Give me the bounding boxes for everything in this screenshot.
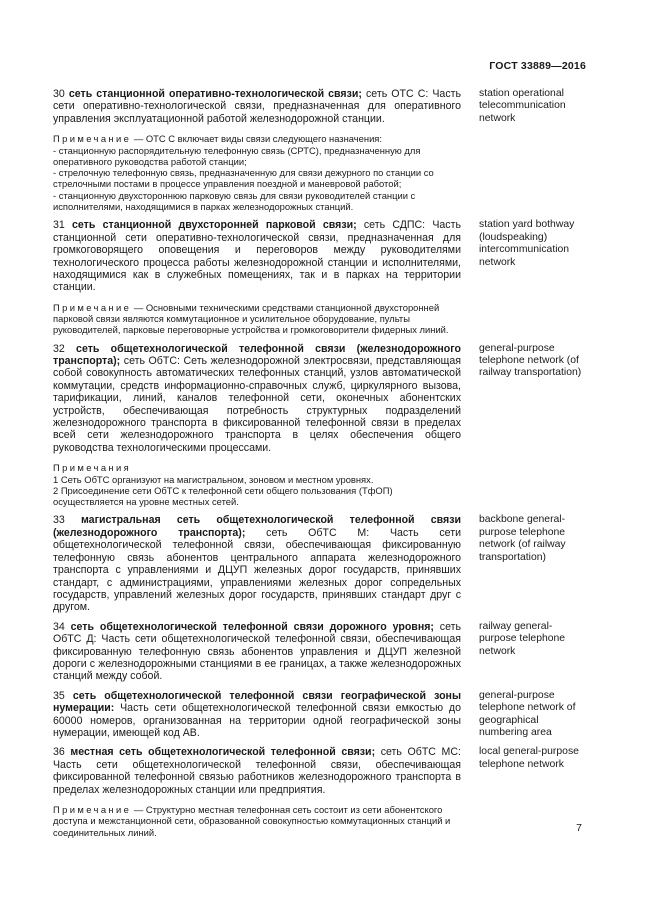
- note-item: - станционную распорядительную телефонную связь (СРТС), предназначенную для оперативного руководства работой станции;: [53, 144, 421, 167]
- note-label: Примечание: [53, 301, 132, 313]
- term-english: station yard bothway (loudspeaking) intercommunication network: [479, 219, 575, 268]
- term-text: сеть СДПС: Часть станционной сети оперативно-технологической связи, предназначенная для громкоговорящего оповещения и переговоров между руководителями технологического процесса работы железнодорожной станции и исполнителями, находящимися как в служебных помещениях, так и в парках на территории станции.: [53, 219, 461, 294]
- term-entry: [53, 219, 593, 293]
- term-name: сеть общетехнологической телефонной связи дорожного уровня;: [70, 620, 434, 633]
- term-number: 32: [53, 342, 65, 355]
- terms-content: [53, 88, 593, 838]
- term-name: сеть станционной двухсторонней парковой связи;: [72, 219, 357, 232]
- term-name: сеть общетехнологической телефонной связи (железнодорожного транспорта);: [53, 342, 461, 368]
- term-english: station operational telecommunication network: [479, 88, 566, 124]
- term-entry: [53, 746, 593, 796]
- term-entry: [53, 621, 593, 683]
- standard-number: ГОСТ 33889—2016: [489, 60, 586, 72]
- term-definition: [53, 746, 461, 796]
- term-number: 33: [53, 514, 65, 527]
- term-text: сеть ОбТС МС: Часть сети общетехнологической телефонной связи, обеспечивающая фиксированной телефонной связью работников железнодорожного транспорта в пределах железнодорожных станции или предприятия.: [53, 746, 461, 796]
- note-label: Примечание: [53, 133, 132, 145]
- term-text: сеть ОбТС М: Часть сети общетехнологической телефонной связи, обеспечивающая фиксированную телефонную связь абонентов центрального аппарата железнодорожного транспорта с управлениями и ДЦУП железных дорог государств, принявших стандарт, с администрациями, управлениями железных дорог сопредельных государств, управлений железных дорог государств, принявших стандарт друг с другом.: [53, 526, 461, 614]
- term-text: сеть ОбТС: Сеть железнодорожной электросвязи, представляющая собой совокупность автоматических телефонных станций, узлов автоматической коммутации, средств информационно-справочных служб, циркулярного вызова, тарификации, линий, каналов телефонной сети, оконечных абонентских устройств, обеспечивающая потребность структурных подразделений железнодорожного транспорта в фиксированной телефонной связи в пределах всей сети железнодорожного транспорта в целях обеспечения общего руководства технологическими процессами.: [53, 355, 461, 454]
- term-english: railway general-purpose telephone network: [479, 620, 566, 657]
- term-definition: [53, 343, 461, 455]
- note-label: Примечание: [53, 804, 132, 815]
- term-number: 30: [53, 88, 65, 100]
- term-name: магистральная сеть общетехнологической телефонной связи (железнодорожного транспорта);: [53, 514, 461, 539]
- note-block: [53, 804, 461, 838]
- term-entry: [53, 690, 593, 740]
- term-english: local general-purpose telephone network: [479, 746, 579, 770]
- note-block: [53, 302, 461, 336]
- page-number: 7: [576, 822, 582, 834]
- note-text: — Структурно местная телефонная сеть состоит из сети абонентского доступа и межстанционной сети, образованной совокупностью коммутационных станций и соединительных линий.: [53, 804, 451, 838]
- term-name: местная сеть общетехнологической телефонной связи;: [70, 746, 376, 759]
- term-definition: [53, 514, 461, 613]
- term-entry: [53, 88, 593, 125]
- note-text: — ОТС С включает виды связи следующего назначения:: [131, 133, 382, 145]
- term-number: 31: [53, 219, 65, 232]
- note-item: 1 Сеть ОбТС организуют на магистральном, зоновом и местном уровнях.: [53, 473, 374, 485]
- term-text: сеть ОбТС Д: Часть сети общетехнологической телефонной связи, обеспечивающая фиксированную телефонную связь абонентов управления и ДЦУП железной дороги с железнодорожными станциями в ее границах, а также железнодорожных станций между собой.: [53, 620, 461, 683]
- note-item: - станционную двухстороннюю парковую связь для связи руководителей станции с исполнителями, находящимися в парках железнодорожных станций.: [53, 189, 416, 212]
- term-number: 35: [53, 689, 65, 702]
- note-text: — Основными техническими средствами станционной двухсторонней парковой связи являются коммутационное и усилительное оборудование, пульты руководителей, парковые переговорные устройства и громкоговорители фидерных линий.: [53, 301, 449, 336]
- note-label: Примечания: [53, 462, 132, 474]
- note-block: [53, 462, 461, 507]
- term-definition: [53, 621, 461, 683]
- term-english: general-purpose telephone network of geographical numbering area: [479, 689, 576, 738]
- note-item: - стрелочную телефонную связь, предназначенную для связи дежурного по станции со стрелочными постами в процессе управления поездной и маневровой работой;: [53, 167, 434, 190]
- term-entry: [53, 514, 593, 613]
- term-entry: [53, 343, 593, 455]
- term-text: Часть сети общетехнологической телефонной связи емкостью до 60000 номеров, организованная на территории одной географической зоны нумерации, имеющей код АВ.: [53, 702, 461, 739]
- term-text: сеть ОТС С: Часть сети оперативно-технологической связи, предназначенная для оперативного управления эксплуатационной работой железнодорожной станции.: [53, 88, 461, 125]
- term-number: 34: [53, 620, 65, 633]
- note-block: [53, 133, 461, 212]
- term-english: backbone general-purpose telephone network (of railway transportation): [479, 514, 566, 563]
- term-definition: [53, 88, 461, 125]
- term-name: сеть станционной оперативно-технологической связи;: [68, 88, 362, 100]
- term-english: general-purpose telephone network (of railway transportation): [479, 342, 582, 379]
- term-definition: [53, 690, 461, 740]
- term-definition: [53, 219, 461, 293]
- term-name: сеть общетехнологической телефонной связи географической зоны нумерации:: [53, 689, 461, 715]
- note-item: 2 Присоединение сети ОбТС к телефонной сети общего пользования (ТфОП) осуществляется на уровне местных сетей.: [53, 484, 393, 508]
- term-number: 36: [53, 746, 65, 759]
